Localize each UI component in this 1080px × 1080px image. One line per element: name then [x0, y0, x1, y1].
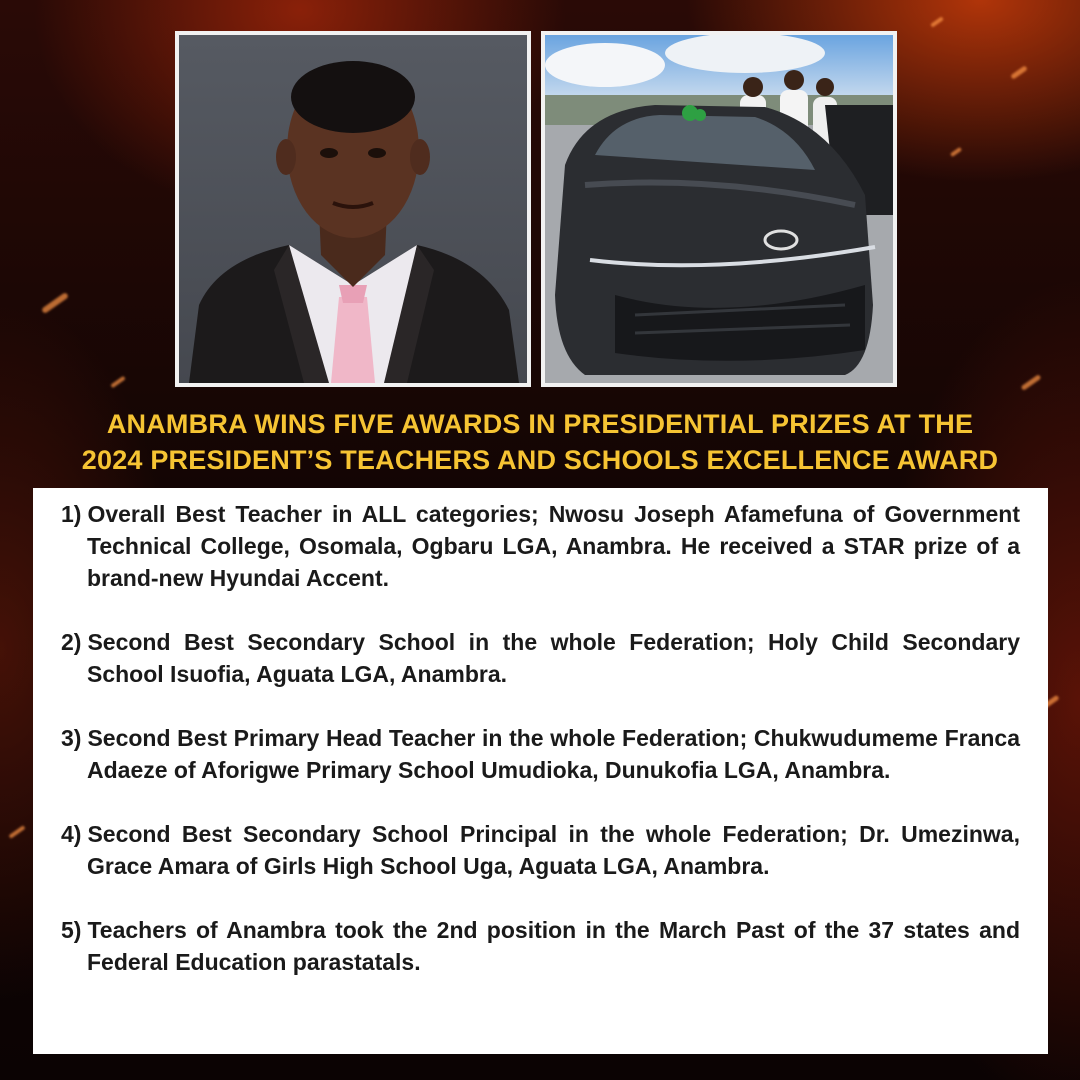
ember-spark [8, 825, 25, 839]
ember-spark [1021, 374, 1042, 391]
car-illustration [545, 35, 893, 383]
awards-panel [33, 488, 1048, 1054]
award-number: 2) [61, 629, 82, 655]
ember-spark [950, 147, 962, 157]
teacher-portrait-photo [175, 31, 531, 387]
headline [0, 406, 1080, 478]
headline-line-1: ANAMBRA WINS FIVE AWARDS IN PRESIDENTIAL PRIZES AT THE [106, 409, 974, 439]
hyundai-car-photo [541, 31, 897, 387]
award-item-4 [61, 818, 1020, 882]
award-number: 4) [61, 821, 82, 847]
award-item-3 [61, 722, 1020, 786]
award-number: 5) [61, 917, 82, 943]
award-text: Teachers of Anambra took the 2nd position in the March Past of the 37 states and Federal Education parastatals. [87, 917, 1020, 975]
award-text: Second Best Secondary School in the whole Federation; Holy Child Secondary School Isuofia, Aguata LGA, Anambra. [87, 629, 1020, 687]
ember-spark [1010, 65, 1028, 79]
award-item-1 [61, 498, 1020, 594]
award-text: Second Best Secondary School Principal in the whole Federation; Dr. Umezinwa, Grace Amara of Girls High School Uga, Aguata LGA, Anambra. [87, 821, 1020, 879]
award-text: Second Best Primary Head Teacher in the whole Federation; Chukwudumeme Franca Adaeze of Aforigwe Primary School Umudioka, Dunukofia LGA, Anambra. [87, 725, 1020, 783]
award-text: Overall Best Teacher in ALL categories; Nwosu Joseph Afamefuna of Government Technical College, Osomala, Ogbaru LGA, Anambra. He received a STAR prize of a brand-new Hyundai Accent. [87, 501, 1020, 591]
headline-line-2: 2024 PRESIDENT’S TEACHERS AND SCHOOLS EXCELLENCE AWARD [81, 445, 999, 475]
ember-spark [41, 292, 69, 314]
award-number: 1) [61, 501, 82, 527]
award-item-5 [61, 914, 1020, 978]
award-item-2 [61, 626, 1020, 690]
portrait-illustration [179, 35, 527, 383]
ember-spark [110, 376, 125, 388]
award-number: 3) [61, 725, 82, 751]
ember-spark [930, 16, 944, 27]
